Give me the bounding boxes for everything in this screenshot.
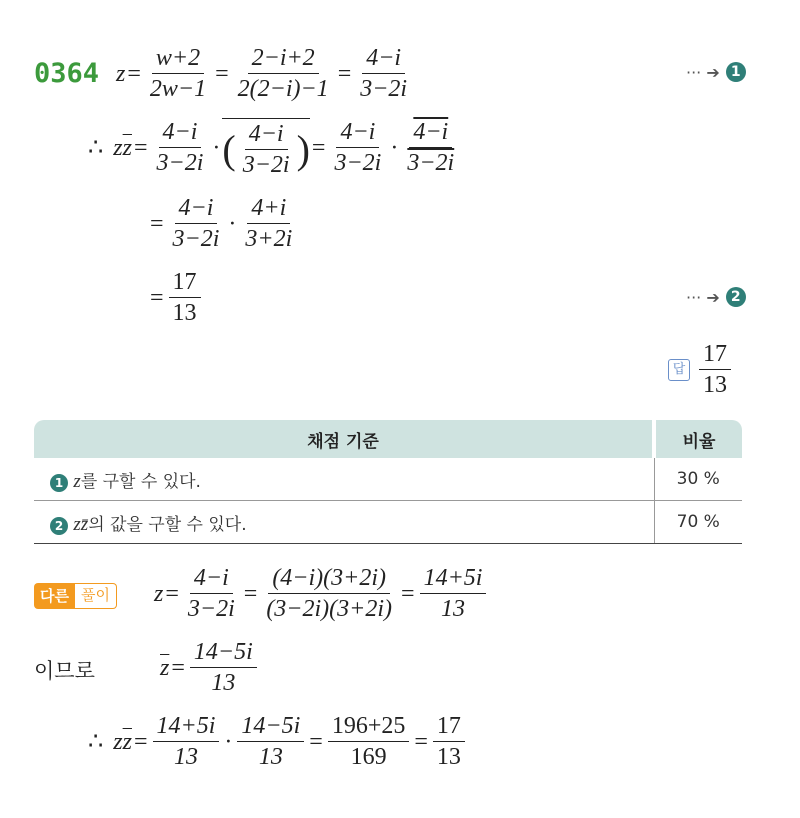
fraction: $\frac{14+5i}{13}$ — [153, 714, 220, 769]
conjugate-fraction: $\frac{4-i}{3-2i}$ — [407, 119, 455, 176]
fraction: $\frac{4+i}{3+2i}$ — [245, 195, 293, 252]
ratio-cell: 70 % — [654, 501, 742, 544]
arrow-icon: ··· ➔ — [686, 287, 720, 307]
step-marker-1 — [686, 62, 746, 82]
alternate-solution-tag: 다른 풀이 — [34, 583, 117, 609]
grading-criteria-table — [34, 420, 742, 544]
fraction: $\frac{14-5i}{13}$ — [190, 640, 257, 695]
arrow-icon: ··· ➔ — [686, 62, 720, 82]
fraction: $\frac{14-5i}{13}$ — [237, 714, 304, 769]
equation-step-3: = $\frac{4-i}{3-2i}$ · $\frac{4+i}{3+2i}$ — [148, 196, 299, 251]
fraction: $\frac{2-i+2}{2(2-i)-1}$ — [237, 45, 329, 102]
circled-number-icon: 2 — [50, 517, 68, 535]
alternate-equation-2: $\overline{z}$ = $\frac{14-5i}{13}$ — [160, 640, 260, 695]
fraction: $\frac{w+2}{2w-1}$ — [149, 45, 207, 102]
header-ratio: 비율 — [654, 420, 742, 458]
circled-number-icon: 2 — [726, 287, 746, 307]
fraction: $\frac{4-i}{3-2i}$ — [242, 121, 290, 178]
table-row: 2 zz̄의 값을 구할 수 있다. 70 % — [34, 501, 742, 544]
fraction: $\frac{4-i}{3-2i}$ — [360, 45, 408, 102]
answer-icon: 답 — [668, 359, 690, 381]
fraction: $\frac{4-i}{3-2i}$ — [156, 119, 204, 176]
fraction: $\frac{17}{13}$ — [699, 342, 731, 397]
therefore-symbol: ∴ — [88, 134, 104, 161]
table-row: 1 z를 구할 수 있다. 30 % — [34, 458, 742, 501]
fraction: $\frac{196+25}{169}$ — [328, 714, 410, 769]
var-z: z — [116, 60, 126, 87]
circled-number-icon: 1 — [726, 62, 746, 82]
fraction: $\frac{17}{13}$ — [433, 714, 465, 769]
fraction: $\frac{17}{13}$ — [169, 270, 201, 325]
header-criteria: 채점 기준 — [34, 420, 654, 458]
fraction: $\frac{14+5i}{13}$ — [420, 566, 487, 621]
equation-step-4: = $\frac{17}{13}$ — [148, 270, 204, 325]
alternate-equation-3: ∴ z $\overline{z}$ = $\frac{14+5i}{13}$ · $\frac{14-5i}{13}$ = $\frac{196+25}{169}$ = $\frac{17}{13}$ — [88, 714, 468, 769]
equation-step-2: ∴ z $\overline{z}$ = $\frac{4-i}{3-2i}$ · ( $\frac{4-i}{3-2i}$ ) = $\frac{4-i}{3-2i}$ · $\frac{4-i}{3-2i}$ — [88, 118, 461, 177]
fraction: $\frac{4-i}{3-2i}$ — [172, 195, 220, 252]
alternate-equation-1: z = $\frac{4-i}{3-2i}$ = $\frac{(4-i)(3+2i)}{(3-2i)(3+2i)}$ = $\frac{14+5i}{13}$ — [154, 566, 489, 621]
fraction: $\frac{(4-i)(3+2i)}{(3-2i)(3+2i)}$ — [266, 565, 393, 622]
problem-number: 0364 — [34, 58, 100, 89]
answer — [668, 342, 734, 397]
ratio-cell: 30 % — [654, 458, 742, 501]
equation-step-1: z = $\frac{w+2}{2w-1}$ = $\frac{2-i+2}{2(2-i)-1}$ = $\frac{4-i}{3-2i}$ — [116, 46, 414, 101]
fraction: $\frac{4-i}{3-2i}$ — [187, 565, 235, 622]
circled-number-icon: 1 — [50, 474, 68, 492]
step-marker-2 — [686, 287, 746, 307]
fraction: $\frac{4-i}{3-2i}$ — [334, 119, 382, 176]
conjugate-group: ( $\frac{4-i}{3-2i}$ ) — [222, 118, 310, 177]
therefore-text: 이므로 — [34, 659, 95, 683]
table-header — [34, 420, 742, 458]
